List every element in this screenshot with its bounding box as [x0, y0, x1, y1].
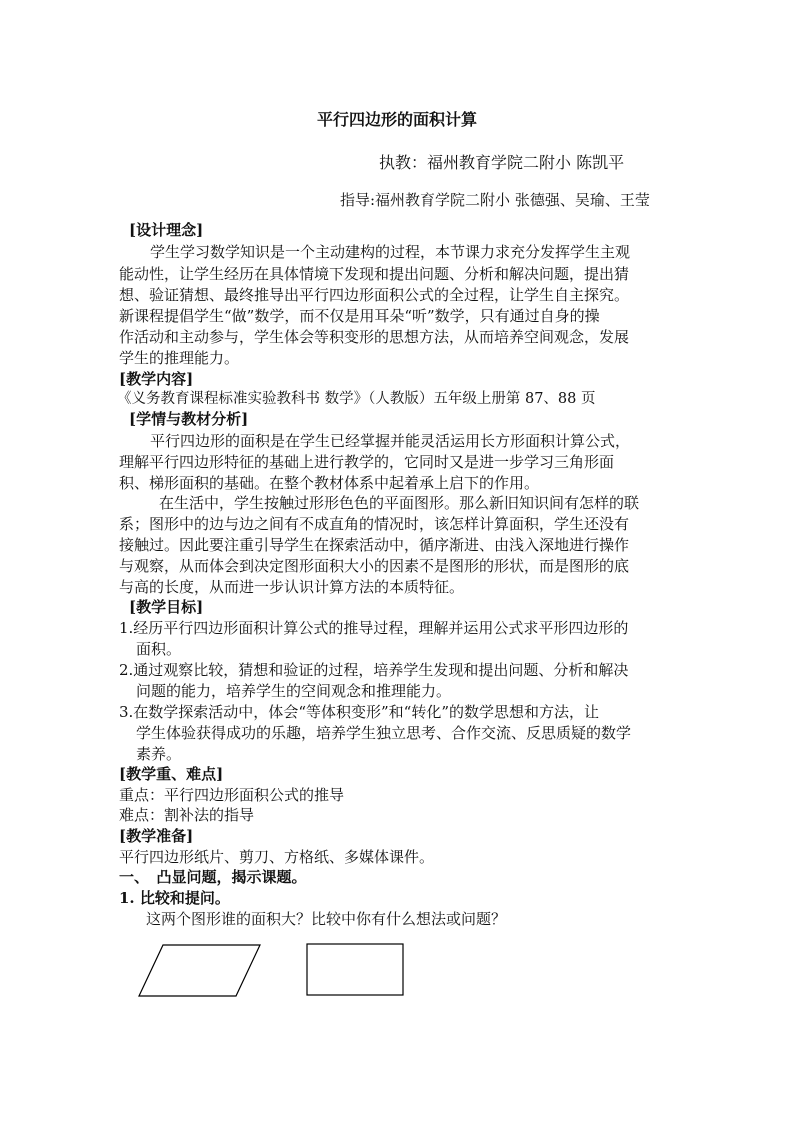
- difficulty-text: 难点：割补法的指导: [119, 806, 255, 824]
- design-concept-heading: [设计理念]: [129, 221, 204, 239]
- design-concept-line: 新课程提倡学生“做”数学，而不仅是用耳朵“听”数学，只有通过自身的操: [119, 307, 600, 325]
- key-point-text: 重点：平行四边形面积公式的推导: [119, 786, 345, 804]
- rectangle-shape: [307, 944, 403, 995]
- goal-line: 面积。: [136, 640, 182, 658]
- goal-line: 1.经历平行四边形面积计算公式的推导过程，理解并运用公式求平形四边形的: [119, 619, 629, 637]
- analysis-line: 理解平行四边形特征的基础上进行教学的，它同时又是进一步学习三角形面: [119, 453, 615, 471]
- content-text: 《义务教育课程标准实验教科书 数学》（人教版）五年级上册第 87、88 页: [117, 391, 596, 407]
- subsection-heading: 1. 比较和提问。: [119, 889, 230, 907]
- goal-line: 素养。: [136, 745, 182, 763]
- goal-line: 问题的能力，培养学生的空间观念和推理能力。: [136, 682, 452, 700]
- design-concept-line: 想、验证猜想、最终推导出平行四边形面积公式的全过程，让学生自主探究。: [119, 286, 630, 304]
- parallelogram-shape: [139, 945, 260, 996]
- goal-line: 学生体验获得成功的乐趣，培养学生独立思考、合作交流、反思质疑的数学: [136, 724, 632, 742]
- design-concept-line: 学生学习数学知识是一个主动建构的过程，本节课力求充分发挥学生主观: [150, 243, 631, 261]
- question-text: 这两个图形谁的面积大？比较中你有什么想法或问题？: [146, 910, 507, 928]
- analysis-line: 系；图形中的边与边之间有不成直角的情况时，该怎样计算面积，学生还没有: [119, 515, 630, 533]
- analysis-line: 与高的长度，从而进一步认识计算方法的本质特征。: [119, 578, 465, 596]
- analysis-line: 与观察，从而体会到决定图形面积大小的因素不是图形的形状，而是图形的底: [119, 557, 630, 575]
- teacher-line: 执教：福州教育学院二附小 陈凯平: [379, 153, 625, 172]
- design-concept-line: 能动性，让学生经历在具体情境下发现和提出问题、分析和解决问题，提出猜: [119, 265, 630, 283]
- preparation-text: 平行四边形纸片、剪刀、方格纸、多媒体课件。: [119, 848, 435, 866]
- goal-line: 2.通过观察比较，猜想和验证的过程，培养学生发现和提出问题、分析和解决: [119, 661, 629, 679]
- analysis-heading: [学情与教材分析]: [129, 410, 249, 428]
- analysis-line: 平行四边形的面积是在学生已经掌握并能灵活运用长方形面积计算公式，: [150, 432, 631, 450]
- content-heading: [教学内容]: [119, 370, 194, 388]
- design-concept-line: 作活动和主动参与，学生体会等积变形的思想方法，从而培养空间观念，发展: [119, 328, 630, 346]
- analysis-line: 接触过。因此要注重引导学生在探索活动中，循序渐进、由浅入深地进行操作: [119, 536, 630, 554]
- instructor-line: 指导:福州教育学院二附小 张德强、吴瑜、王莹: [340, 191, 650, 209]
- analysis-line: 积、梯形面积的基础。在整个教材体系中起着承上启下的作用。: [119, 474, 540, 492]
- preparation-heading: [教学准备]: [119, 827, 194, 845]
- goal-line: 3.在数学探索活动中，体会“等体积变形”和“转化”的数学思想和方法，让: [119, 703, 599, 721]
- section-heading: 一、 凸显问题，揭示课题。: [119, 868, 307, 886]
- goals-heading: [教学目标]: [129, 598, 204, 616]
- design-concept-line: 学生的推理能力。: [119, 349, 240, 367]
- key-points-heading: [教学重、难点]: [119, 765, 224, 783]
- analysis-line: 在生活中，学生按触过形形色色的平面图形。那么新旧知识间有怎样的联: [159, 494, 640, 512]
- page-title: 平行四边形的面积计算: [316, 110, 477, 129]
